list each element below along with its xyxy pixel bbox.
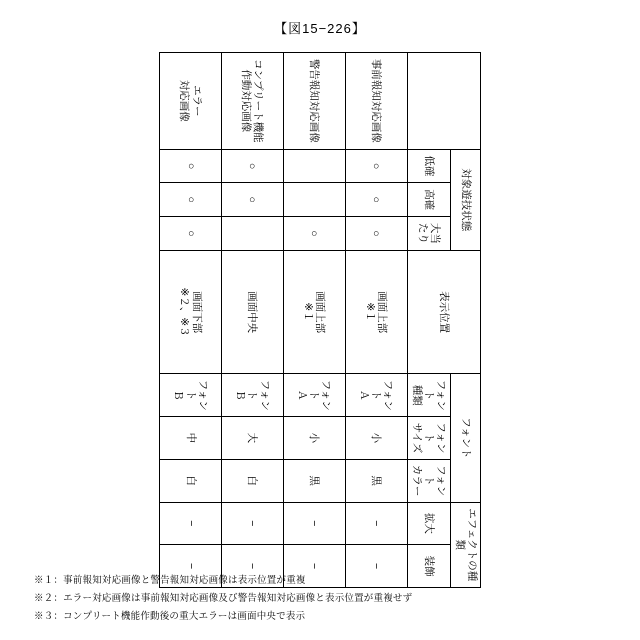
- cell-high: ○: [160, 183, 222, 217]
- row-label: 警告報知対応画像: [283, 53, 345, 150]
- header-font-color: フォント カラー: [407, 459, 450, 502]
- footnote-1: ※１：事前報知対応画像と警告報知対応画像は表示位置が重複: [34, 574, 306, 586]
- cell-low: ○: [221, 149, 283, 183]
- table-container: [0, 40, 640, 600]
- cell-font-size: 中: [160, 417, 222, 460]
- footnote-2: ※２：エラー対応画像は事前報知対応画像及び警告報知対応画像と表示位置が重複せず: [34, 592, 413, 604]
- footnote-3: ※３：コンプリート機能作動後の重大エラーは画面中央で表示: [34, 610, 306, 622]
- row-label: コンプリート機能 作動対応画像: [221, 53, 283, 150]
- cell-high: [283, 183, 345, 217]
- table-row: [160, 53, 222, 588]
- table-row: [345, 53, 407, 588]
- cell-font-color: 白: [221, 459, 283, 502]
- cell-position: 画面下部 ※２、※３: [160, 250, 222, 374]
- cell-jackpot: ○: [283, 217, 345, 251]
- cell-font-kind: フォント Ａ: [283, 374, 345, 417]
- cell-jackpot: [221, 217, 283, 251]
- row-label: エラー 対応画像: [160, 53, 222, 150]
- figure-caption: 【図15−226】: [274, 21, 366, 36]
- cell-effect-decor: −: [160, 545, 222, 588]
- cell-effect-zoom: −: [345, 502, 407, 545]
- cell-jackpot: ○: [160, 217, 222, 251]
- cell-high: ○: [221, 183, 283, 217]
- cell-effect-zoom: −: [160, 502, 222, 545]
- cell-effect-zoom: −: [283, 502, 345, 545]
- cell-effect-decor: −: [221, 545, 283, 588]
- cell-position: 画面上部 ※１: [345, 250, 407, 374]
- header-level-low: 低確: [407, 149, 450, 183]
- cell-effect-zoom: −: [221, 502, 283, 545]
- header-level-jackpot: 大当たり: [407, 217, 450, 251]
- cell-high: ○: [345, 183, 407, 217]
- table-row: [221, 53, 283, 588]
- header-font-size: フォント サイズ: [407, 417, 450, 460]
- header-effect-zoom: 拡大: [407, 502, 450, 545]
- header-display-position: 表示位置: [407, 250, 480, 374]
- header-effect-decor: 装飾: [407, 545, 450, 588]
- cell-font-size: 大: [221, 417, 283, 460]
- header-effect-group: エフェクトの種類: [451, 502, 481, 588]
- footnotes: [34, 572, 412, 626]
- cell-font-kind: フォント Ｂ: [221, 374, 283, 417]
- cell-font-size: 小: [345, 417, 407, 460]
- row-label: 事前報知対応画像: [345, 53, 407, 150]
- cell-position: 画面上部 ※１: [283, 250, 345, 374]
- header-target-state-group: 対象遊技状態: [451, 149, 481, 250]
- cell-font-color: 黒: [345, 459, 407, 502]
- cell-font-color: 白: [160, 459, 222, 502]
- cell-font-size: 小: [283, 417, 345, 460]
- cell-low: [283, 149, 345, 183]
- table-row: [283, 53, 345, 588]
- cell-position: 画面中央: [221, 250, 283, 374]
- cell-jackpot: ○: [345, 217, 407, 251]
- table-header-row-1: [451, 53, 481, 588]
- header-level-high: 高確: [407, 183, 450, 217]
- cell-font-kind: フォント Ｂ: [160, 374, 222, 417]
- cell-font-color: 黒: [283, 459, 345, 502]
- corner-cell: [407, 53, 480, 150]
- cell-low: ○: [345, 149, 407, 183]
- cell-effect-decor: −: [283, 545, 345, 588]
- header-font-kind: フォント 種類: [407, 374, 450, 417]
- spec-table: [159, 52, 481, 588]
- cell-effect-decor: −: [345, 545, 407, 588]
- cell-low: ○: [160, 149, 222, 183]
- header-font-group: フォント: [451, 374, 481, 502]
- cell-font-kind: フォント Ａ: [345, 374, 407, 417]
